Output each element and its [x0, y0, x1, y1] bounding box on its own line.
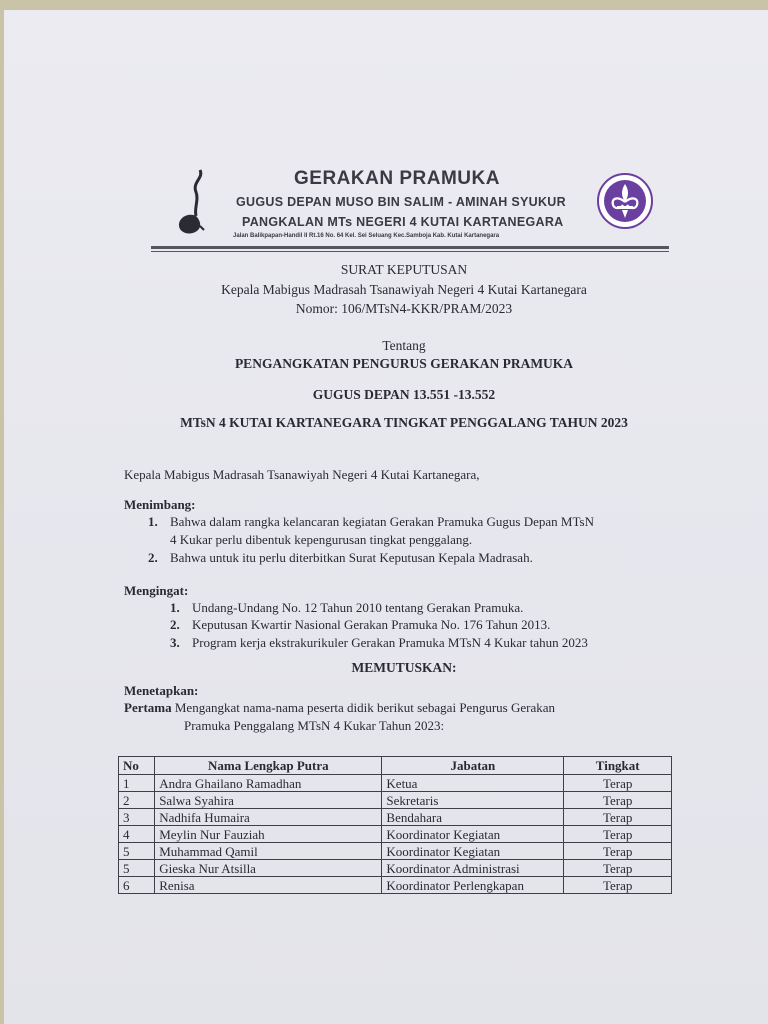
letterhead [164, 160, 676, 255]
cell-jabatan: Koordinator Administrasi [382, 860, 564, 877]
cell-no: 5 [119, 860, 155, 877]
header-no: No [119, 757, 155, 775]
issuer-line: Kepala Mabigus Madrasah Tsanawiyah Negeri 4 Kutai Kartanegara [221, 282, 587, 297]
menimbang-item-2: Bahwa untuk itu perlu diterbitkan Surat Keputusan Kepala Madrasah. [170, 550, 533, 565]
cell-jabatan: Sekretaris [382, 792, 564, 809]
document-title: SURAT KEPUTUSAN [340, 262, 468, 277]
mengingat-num-2: 2. [170, 617, 180, 632]
base-name: PANGKALAN MTs NEGERI 4 KUTAI KARTANEGARA [242, 215, 564, 229]
subject-line-3: MTsN 4 KUTAI KARTANEGARA TINGKAT PENGGALANG TAHUN 2023 [180, 415, 628, 430]
mengingat-num-3: 3. [170, 635, 180, 650]
cell-nama: Muhammad Qamil [155, 843, 382, 860]
cell-nama: Andra Ghailano Ramadhan [155, 775, 382, 792]
letterhead-divider [151, 246, 669, 249]
mengingat-item-2: Keputusan Kwartir Nasional Gerakan Pramuka No. 176 Tahun 2013. [192, 617, 551, 632]
cell-no: 4 [119, 826, 155, 843]
table-row [119, 860, 672, 877]
mengingat-label: Mengingat: [124, 583, 189, 598]
cell-tingkat: Terap [564, 775, 672, 792]
mengingat-num-1: 1. [170, 600, 180, 615]
header-jabatan: Jabatan [382, 757, 564, 775]
cell-nama: Meylin Nur Fauziah [155, 826, 382, 843]
unit-name: GUGUS DEPAN MUSO BIN SALIM - AMINAH SYUKUR [236, 195, 566, 209]
document-page [4, 10, 768, 1024]
pengurus-table [118, 756, 672, 894]
table-row [119, 877, 672, 894]
cell-nama: Nadhifa Humaira [155, 809, 382, 826]
cell-tingkat: Terap [564, 843, 672, 860]
subject-line-1: PENGANGKATAN PENGURUS GERAKAN PRAMUKA [234, 356, 574, 371]
decree-number: Nomor: 106/MTsN4-KKR/PRAM/2023 [295, 301, 513, 316]
cell-tingkat: Terap [564, 809, 672, 826]
cell-jabatan: Bendahara [382, 809, 564, 826]
cell-no: 5 [119, 843, 155, 860]
letterhead-divider-thin [151, 251, 669, 252]
pertama-line-1: : Mengangkat nama-nama peserta didik berikut sebagai Pengurus Gerakan [168, 700, 555, 715]
opening-line: Kepala Mabigus Madrasah Tsanawiyah Negeri 4 Kutai Kartanegara, [124, 467, 480, 482]
menimbang-num-2: 2. [148, 550, 158, 565]
decide-heading: MEMUTUSKAN: [351, 660, 457, 675]
table-header-row [119, 757, 672, 775]
subject-line-2: GUGUS DEPAN 13.551 -13.552 [312, 387, 496, 402]
cell-jabatan: Koordinator Perlengkapan [382, 877, 564, 894]
mengingat-item-3: Program kerja ekstrakurikuler Gerakan Pramuka MTsN 4 Kukar tahun 2023 [192, 635, 588, 650]
cell-tingkat: Terap [564, 860, 672, 877]
table-row [119, 792, 672, 809]
header-tingkat: Tingkat [564, 757, 672, 775]
table-row [119, 826, 672, 843]
address: Jalan Balikpapan-Handil II Rt.16 No. 64 Kel. Sei Seluang Kec.Samboja Kab. Kutai Kartanegara [233, 233, 500, 239]
table-row [119, 809, 672, 826]
menimbang-num-1: 1. [148, 514, 158, 529]
cell-nama: Gieska Nur Atsilla [155, 860, 382, 877]
cell-nama: Renisa [155, 877, 382, 894]
cell-jabatan: Koordinator Kegiatan [382, 826, 564, 843]
cell-tingkat: Terap [564, 792, 672, 809]
table-row [119, 843, 672, 860]
cell-tingkat: Terap [564, 826, 672, 843]
cell-no: 2 [119, 792, 155, 809]
mengingat-item-1: Undang-Undang No. 12 Tahun 2010 tentang Gerakan Pramuka. [192, 600, 524, 615]
cell-no: 6 [119, 877, 155, 894]
scout-fleur-de-lis-emblem [596, 172, 654, 230]
menetapkan-label: Menetapkan: [124, 683, 199, 698]
pertama-label: Pertama [124, 700, 172, 715]
cell-tingkat: Terap [564, 877, 672, 894]
menimbang-label: Menimbang: [124, 497, 196, 512]
menimbang-item-1-line-1: Bahwa dalam rangka kelancaran kegiatan Gerakan Pramuka Gugus Depan MTsN [170, 514, 594, 529]
org-name: GERAKAN PRAMUKA [294, 168, 500, 189]
cell-nama: Salwa Syahira [155, 792, 382, 809]
about-label: Tentang [382, 338, 426, 353]
pertama-line-2: Pramuka Penggalang MTsN 4 Kukar Tahun 2023: [184, 718, 445, 733]
menimbang-item-1-line-2: 4 Kukar perlu dibentuk kepengurusan tingkat penggalang. [170, 532, 473, 547]
header-nama: Nama Lengkap Putra [155, 757, 382, 775]
cell-jabatan: Ketua [382, 775, 564, 792]
cell-no: 1 [119, 775, 155, 792]
cell-jabatan: Koordinator Kegiatan [382, 843, 564, 860]
table-row [119, 775, 672, 792]
cell-no: 3 [119, 809, 155, 826]
pramuka-tunas-kelapa-logo [174, 168, 214, 238]
